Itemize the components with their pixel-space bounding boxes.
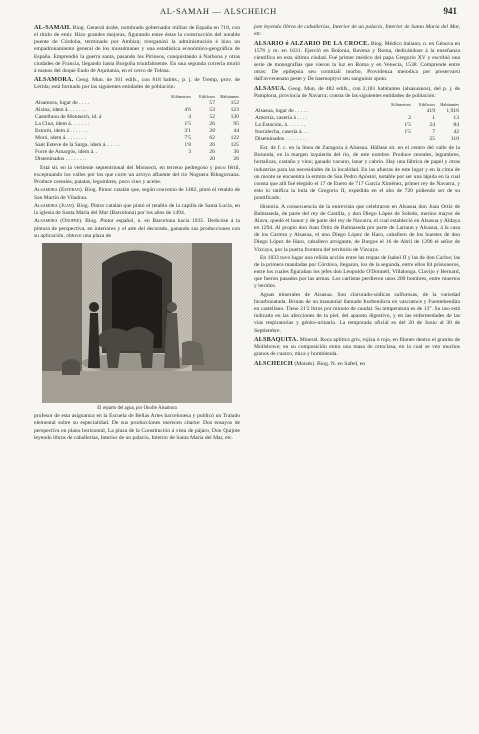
- entry-heading: Alsamora (Esteban).: [34, 187, 84, 194]
- entry-text: Biog. Pintor catalán que pintó el retablo de la capilla de Santa Lucía, en la iglesia de Santa María del Mar (Barcelona) por los años de 1494.: [34, 202, 241, 217]
- column-header: Habitantes: [440, 102, 459, 108]
- entry-text: Biog. Médico italiano, n. en Génova en 1576 y m. en 1631. Ejerció en Bolonia, Ravena y Roma, dedicándose á la enseñanza científica en esta última ciudad. Fué primer médico del papa Gregorio XV y escribió una serie de monografías que vieron la luz en Roma y en Venecia, 1538. Comprende entre otras: De epilepsia seu comitiali morbo, Providenza metodica per preservarsi dall'avvenenato peste y De haemoptysi seu sanguinis sputo.: [254, 40, 460, 83]
- engraving-illustration: [42, 243, 232, 403]
- entry-heading: Alsamora (Onofre).: [34, 218, 83, 225]
- entry-alsamora: [34, 76, 240, 91]
- column-header: Edificios: [419, 102, 435, 108]
- table-row: Amortia, casería á . . . . 2 1 13: [255, 115, 459, 122]
- population-table-alsasua: [254, 101, 460, 143]
- entry-heading: ALSBAQUITA.: [254, 335, 299, 343]
- table-row: Diseminados . . . . . . . . 20 26: [35, 155, 239, 162]
- engraving-image: [42, 243, 232, 403]
- entry-alscheich: [254, 360, 460, 368]
- table-row: Alsamora, lugar de . . . . 57 152: [35, 99, 239, 106]
- table-row: Moró, idem á. . . . . . . . 7'5 62 122: [35, 134, 239, 141]
- entry-text: Biog. Pintor español, n. en Barcelona hacia 1835. Dedicóse á la pintura de perspectiva, en interiores y el arte del decorado, ganando sus producciones con su aplicación, obtuvo una plaza de: [34, 218, 240, 239]
- entry-text: Biog. General árabe, nombrado gobernador militar de España en 718, con el título de emir. Hizo grandes mejoras, figurando entre éstas la construcción del notable puente de Córdoba, terminado por Ambiza; reorganizó la administración é hizo un empadronamiento general de los musulmanes y una estadística económico-geográfica de España. Emprendió la guerra santa, pasando los Pirineos, conquistando á Narbona y otras ciudades de Francia, llegando hasta Borgoña triunfalmente. En una segunda correría murió á manos del duque Eudo de Aquitania, en el cerco de Tolosa.: [34, 25, 240, 74]
- column-header: Kilómetros: [171, 93, 191, 99]
- column-header: Kilómetros: [391, 102, 411, 108]
- paragraph: Est. de f. c. en la línea de Zaragoza á Alsasua. Hállase sit. en el centro del valle de la Borunda, en la margen izquierda del río, de este nombre. Produce cereales, legumbres, hortalizas, castaño y vino; ganado vacuno, lanar y cabrío. Hay una fábrica de papel y otras industrias para las necesidades de la localidad. En las afueras de este lugar y en la cima de un monte se encuentra la ermita de San Pedro Apóstol, notable por ser una lápida en la cual consta que allí fué elegido el 17 de Enero de 717 García Ximénez, primer rey de Navarra, y esto lo ratifica la bula de Gregorio II, expedida en el año de 720 pidiendo ser de su pontificado.: [254, 145, 460, 202]
- paragraph: En 1833 tuvo lugar una reñida acción entre las tropas de Isabel II y las de don Carlos; las de la primera mandadas por Córdova, llegaron, los de la segunda, entre ellos 84 prisioneros, entre los cuales figuraban los jefes don Leopoldo O'Donnell, Villalonga, Clavijo y Bernard, que fueron pasados por las armas. Los carlistas perdieron unos 200 hombres, entre muertos y heridos.: [254, 254, 460, 290]
- running-head: AL-SAMAH — ALSCHEICH: [160, 6, 277, 16]
- column-header: Edificios: [199, 93, 215, 99]
- paragraph: jote leyendo libros de caballerías, Interior de un palacio, Interior de Santa María del Mar, etc.: [254, 24, 460, 38]
- entry-alsario: [254, 40, 460, 84]
- entry-alsamora-esteban: [34, 187, 240, 201]
- right-column: [254, 24, 460, 369]
- table-header-row: [34, 93, 240, 100]
- column-header: Habitantes: [220, 93, 239, 99]
- entry-alsamora-juan: [34, 203, 240, 217]
- figure-caption: El reparto del agua, por Onofre Alsamora: [97, 405, 177, 411]
- table-row: Iturralecha, casería á. . . 1'5 7 42: [255, 129, 459, 136]
- entry-text: (Moisés). Biog. N. en Safed, en: [292, 360, 366, 367]
- entry-heading: ALSARIO ó ALZARIO DE LA CROCE.: [254, 39, 370, 47]
- page-header: [0, 6, 479, 20]
- entry-heading: ALSASUA.: [254, 84, 287, 92]
- entry-text: Geog. Mun. de 482 edifs., con 2,181 habitantes (alsasuanos), del p. j. de Pamplona, provincia de Navarra; consta de las siguientes entidades de población:: [254, 85, 460, 99]
- page-number: 941: [443, 6, 457, 16]
- table-row: Castellnou de Montsech, id. á 4 52 130: [35, 113, 239, 120]
- table-header-row: [254, 101, 460, 108]
- paragraph: Aguas minerales de Alsasua. Son clorurado-sódicas sulfurosas, de la variedad bicarbonatada. Brotan de un manantial llamado Iturbendicta en vascuence y Fuentebendita en castellano. Tiene 21'2 litros por minuto de caudal. Su temperatura es de 13°. Su uso está indicado en las afecciones de la piel, del aparato digestivo, y en las enfermedades de las vías respiratorias y génito-urinario. La temporada oficial es del 20 de Junio al 30 de Septiembre.: [254, 291, 460, 334]
- entry-al-samah: [34, 24, 240, 75]
- entry-heading: Alsamora (Juan).: [34, 202, 76, 209]
- table-row: Sant Esteve de la Sarga, idem á. . . . . . 1'8 26 125: [35, 141, 239, 148]
- paragraph: profesor de esta asignatura en la Escuela de Bellas Artes barcelonesa y publicó un Tratado elemental sobre su especialidad. De sus producciones merecen citarse: Dos ensayos de perspectiva en plano horizontal, La plaza de la Constitución á vista de pájaro, Don Quijote leyendo libros de caballerías, Interior de un palacio, Interior de Santa María del Mar, etc.: [34, 413, 240, 441]
- entry-alsbaquita: [254, 336, 460, 358]
- entry-heading: ALSAMORA.: [34, 76, 74, 84]
- table-row: Diseminados . . . . . . . . 25 110: [255, 136, 459, 143]
- table-row: Estorm, idem á . . . . . . . 3'1 28 44: [35, 127, 239, 134]
- entry-text: Mineral. Roca aplítica gris, rojiza ó roja, en filones dentro el granito de Mollsbowe; en su composición entra una masa de ortoclasa, en la cual se ven muchos granos de cuarzo, mica y hornblenda.: [254, 336, 460, 358]
- entry-heading: ALSCHEICH: [254, 359, 293, 367]
- table-row: Alsasua, lugar de . . . . . 419 1,916: [255, 108, 459, 115]
- paragraph: Está sit. en la vertiente septentrional del Monsech, en terreno pedregoso y poco fértil, exceptuando los valles por los que corre un arroyo afluente del río Noguera Ribagorzana. Produce cereales, patatas, legumbres, poco vino y aceite.: [34, 164, 240, 186]
- entry-alsasua: [254, 85, 460, 100]
- entry-text: Biog. Pintor catalán que, según convenio de 1482, pintó el retablo de San Martín de Viladrau.: [34, 187, 240, 201]
- paragraph: Historia. A consecuencia de la entrevista que celebraron en Alsasua don Juan Ortiz de Balmaseda, de parte del rey de Castilla, y don Diego López de Soledo, merino mayor de Alava, quedó el honor y de parte del rey de Navarra, el cual estableció en Alsasua y Aldaya en 1294. Al propio don Juan Ortiz de Balmaseda por parte de Lartaun y Alsasua, á la casa de los Carrera y Alsasua, el uno Diego López de Haro, caballero de los huestes de don Diego López de Haro, caballero arrogante, de Burgos el 16 de Abril de 1296 el señor de Vizcaya, por la puerta frontera del territorio de Vizcaya.: [254, 203, 460, 253]
- table-row: Alsina, idem á. . . . . . . 4'6 53 123: [35, 106, 239, 113]
- entry-alsamora-onofre: [34, 218, 240, 239]
- entry-heading: AL-SAMAH.: [34, 24, 72, 31]
- table-row: Forre de Amargós, idem á. . 3 26 36: [35, 148, 239, 155]
- table-row: La Clua, idem á. . . . . . . 1'5 26 95: [35, 120, 239, 127]
- left-column: [34, 24, 240, 443]
- entry-text: Geog. Mun. de 361 edifs., con 818 habits., p. j. de Tremp, prov. de Lérida; está formado por las siguientes entidades de población:: [34, 77, 240, 91]
- population-table-alsamora: [34, 93, 240, 163]
- table-row: La Estación, á. . . . . . . 1'5 24 84: [255, 122, 459, 129]
